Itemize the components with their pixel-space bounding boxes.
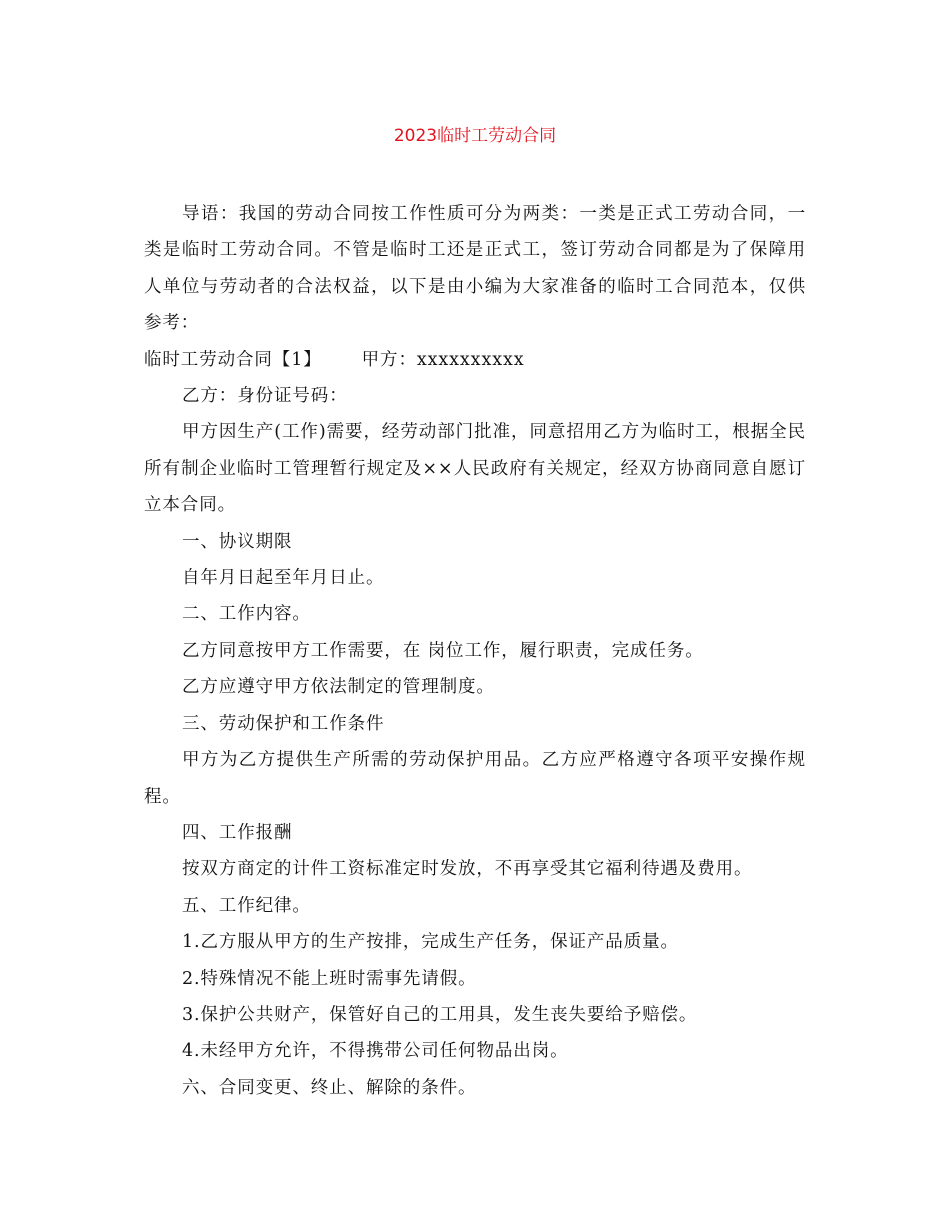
section-heading: 五、工作纪律。 [182,895,311,916]
list-item: 2.特殊情况不能上班时需事先请假。 [182,968,477,989]
section-text: 自年月日起至年月日止。 [182,568,385,589]
contract-heading: 临时工劳动合同【1】 [144,349,322,370]
section-heading: 一、协议期限 [182,531,293,552]
section-heading: 三、劳动保护和工作条件 [182,713,385,734]
document-body [144,196,806,1106]
contract-heading-line [144,342,806,378]
party-a: 甲方：xxxxxxxxxx [361,349,525,370]
document-title: 2023临时工劳动合同 [393,126,557,146]
section-text: 按双方商定的计件工资标准定时发放，不再享受其它福利待遇及费用。 [182,859,753,880]
intro-paragraph: 导语：我国的劳动合同按工作性质可分为两类：一类是正式工劳动合同，一类是临时工劳动合同。不管是临时工还是正式工，签订劳动合同都是为了保障用人单位与劳动者的合法权益，以下是由小编为大家准备的临时工合同范本，仅供参考： [144,204,806,334]
preamble-paragraph: 甲方因生产(工作)需要，经劳动部门批准，同意招用乙方为临时工，根据全民所有制企业临时工管理暂行规定及××人民政府有关规定，经双方协商同意自愿订立本合同。 [144,422,806,516]
section-heading: 六、合同变更、终止、解除的条件。 [182,1077,477,1098]
section-text: 甲方为乙方提供生产所需的劳动保护用品。乙方应严格遵守各项平安操作规程。 [144,750,806,807]
party-b: 乙方：身份证号码： [182,386,348,407]
section-heading: 二、工作内容。 [182,604,311,625]
section-heading: 四、工作报酬 [182,822,293,843]
section-text: 乙方应遵守甲方依法制定的管理制度。 [182,677,495,698]
list-item: 4.未经甲方允许，不得携带公司任何物品出岗。 [182,1041,569,1062]
section-text: 乙方同意按甲方工作需要，在 岗位工作，履行职责，完成任务。 [182,640,704,661]
list-item: 3.保护公共财产，保管好自己的工用具，发生丧失要给予赔偿。 [182,1004,698,1025]
list-item: 1.乙方服从甲方的生产按排，完成生产任务，保证产品质量。 [182,932,679,953]
